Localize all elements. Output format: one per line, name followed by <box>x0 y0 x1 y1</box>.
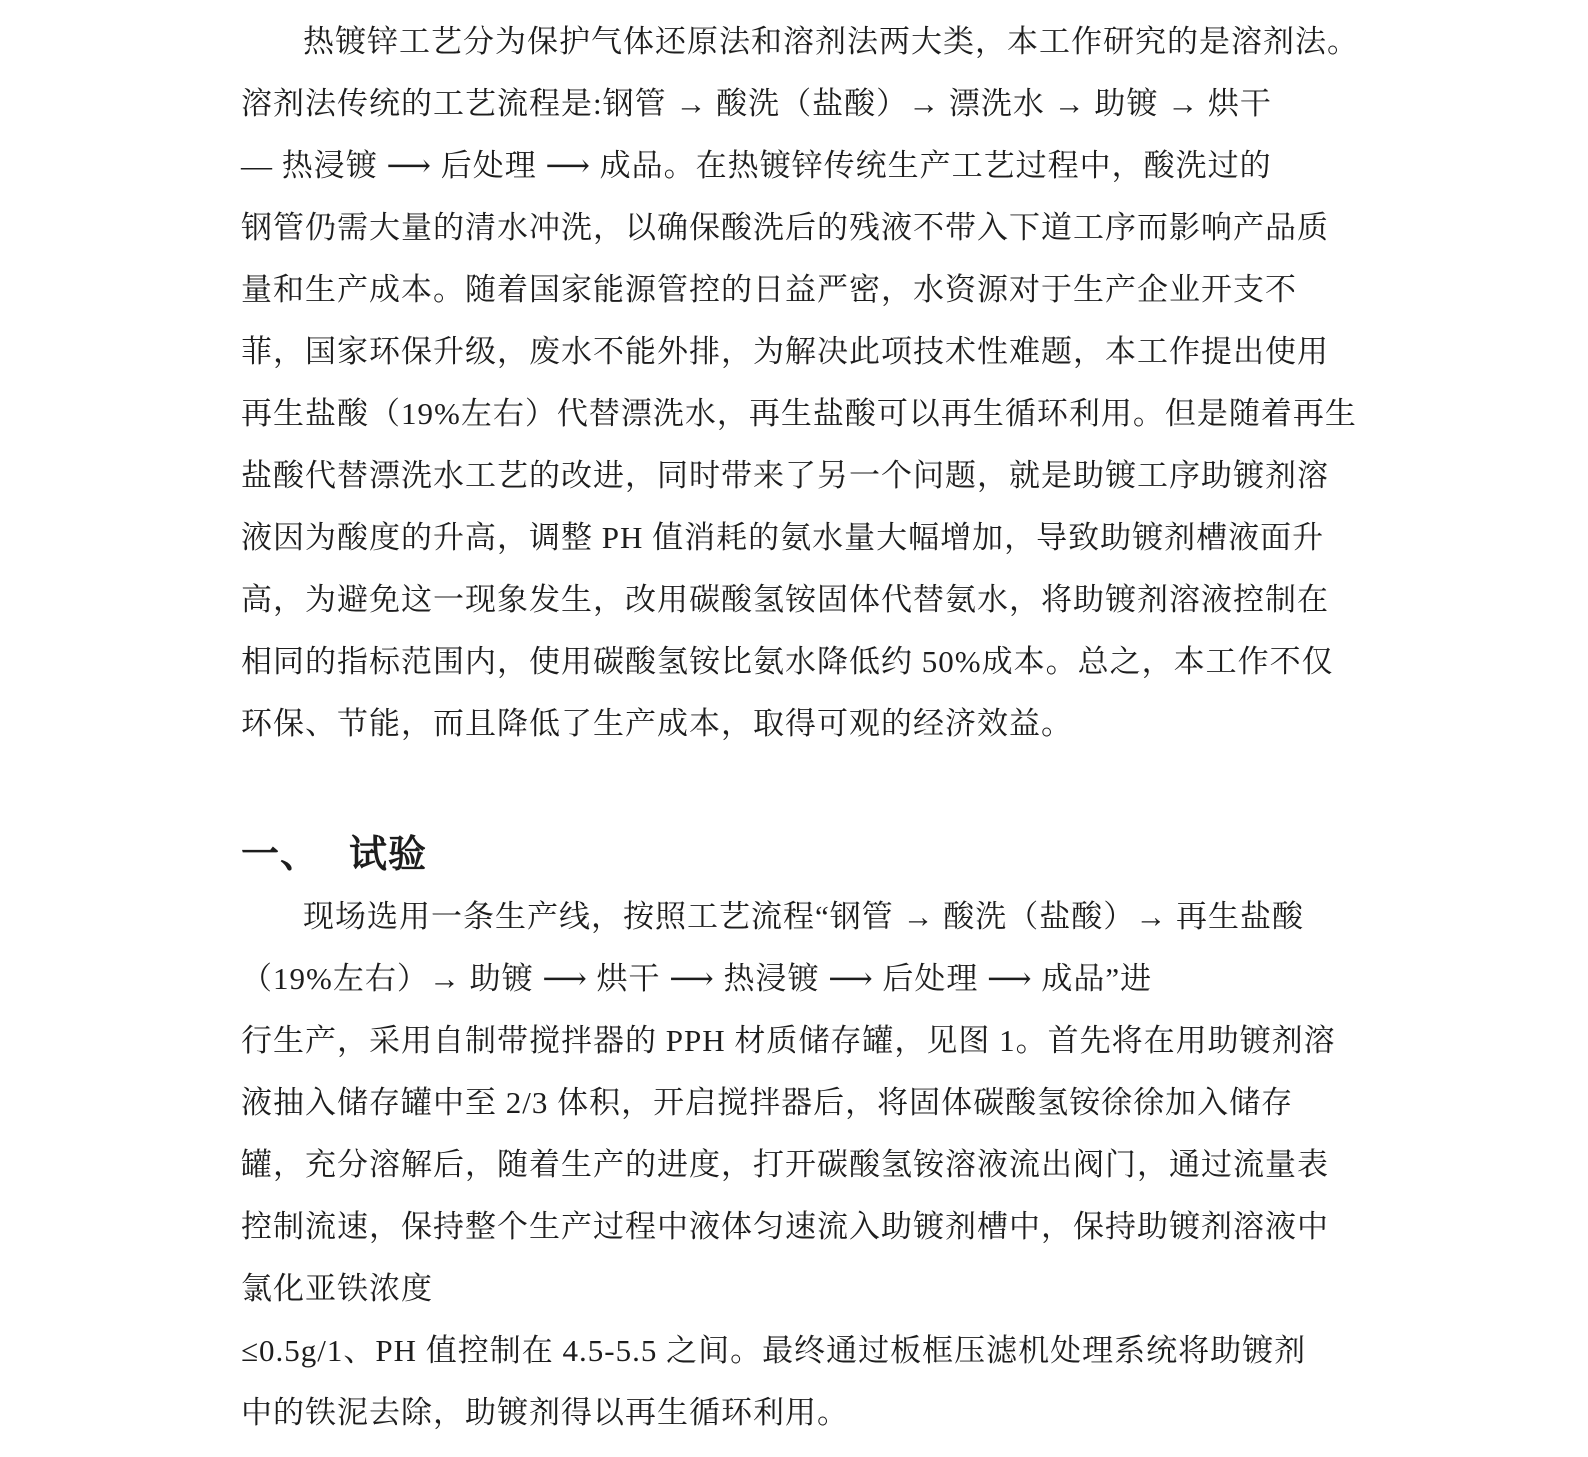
section-heading <box>241 824 1361 886</box>
text-line: 溶剂法传统的工艺流程是:钢管 → 酸洗（盐酸）→ 漂洗水 → 助镀 → 烘干 <box>241 86 1272 121</box>
text-line: 量和生产成本。随着国家能源管控的日益严密，水资源对于生产企业开支不 <box>241 272 1297 307</box>
text-line: （19%左右）→ 助镀 ⟶ 烘干 ⟶ 热浸镀 ⟶ 后处理 ⟶ 成品”进 <box>241 961 1153 996</box>
text-line: 液抽入储存罐中至 2/3 体积，开启搅拌器后，将固体碳酸氢铵徐徐加入储存 <box>241 1085 1294 1120</box>
text-line: 热镀锌工艺分为保护气体还原法和溶剂法两大类，本工作研究的是溶剂法。 <box>303 24 1359 59</box>
text-line: 氯化亚铁浓度 <box>241 1271 433 1306</box>
intro-paragraph <box>241 11 1361 755</box>
text-line: 环保、节能，而且降低了生产成本，取得可观的经济效益。 <box>241 706 1073 741</box>
text-line: 控制流速，保持整个生产过程中液体匀速流入助镀剂槽中，保持助镀剂溶液中 <box>241 1209 1329 1244</box>
section-heading-number: 一、 <box>241 834 320 876</box>
text-line: 再生盐酸（19%左右）代替漂洗水，再生盐酸可以再生循环利用。但是随着再生 <box>241 396 1357 431</box>
text-line: — 热浸镀 ⟶ 后处理 ⟶ 成品。在热镀锌传统生产工艺过程中，酸洗过的 <box>241 148 1272 183</box>
text-line: 相同的指标范围内，使用碳酸氢铵比氨水降低约 50%成本。总之，本工作不仅 <box>241 644 1334 679</box>
text-line: 盐酸代替漂洗水工艺的改进，同时带来了另一个问题，就是助镀工序助镀剂溶 <box>241 458 1329 493</box>
text-line: 钢管仍需大量的清水冲洗，以确保酸洗后的残液不带入下道工序而影响产品质 <box>241 210 1329 245</box>
document-content <box>241 11 1361 1444</box>
text-line: 罐，充分溶解后，随着生产的进度，打开碳酸氢铵溶液流出阀门，通过流量表 <box>241 1147 1329 1182</box>
text-line: 高，为避免这一现象发生，改用碳酸氢铵固体代替氨水，将助镀剂溶液控制在 <box>241 582 1329 617</box>
section-heading-title: 试验 <box>349 834 428 876</box>
text-line: 行生产，采用自制带搅拌器的 PPH 材质储存罐，见图 1。首先将在用助镀剂溶 <box>241 1023 1336 1058</box>
experiment-paragraph <box>241 886 1361 1444</box>
text-line: 现场选用一条生产线，按照工艺流程“钢管 → 酸洗（盐酸）→ 再生盐酸 <box>303 899 1305 934</box>
text-line: ≤0.5g/1、PH 值控制在 4.5-5.5 之间。最终通过板框压滤机处理系统将助镀剂 <box>241 1333 1307 1368</box>
text-line: 液因为酸度的升高，调整 PH 值消耗的氨水量大幅增加，导致助镀剂槽液面升 <box>241 520 1325 555</box>
text-line: 中的铁泥去除，助镀剂得以再生循环利用。 <box>241 1395 849 1430</box>
text-line: 菲，国家环保升级，废水不能外排，为解决此项技术性难题，本工作提出使用 <box>241 334 1329 369</box>
